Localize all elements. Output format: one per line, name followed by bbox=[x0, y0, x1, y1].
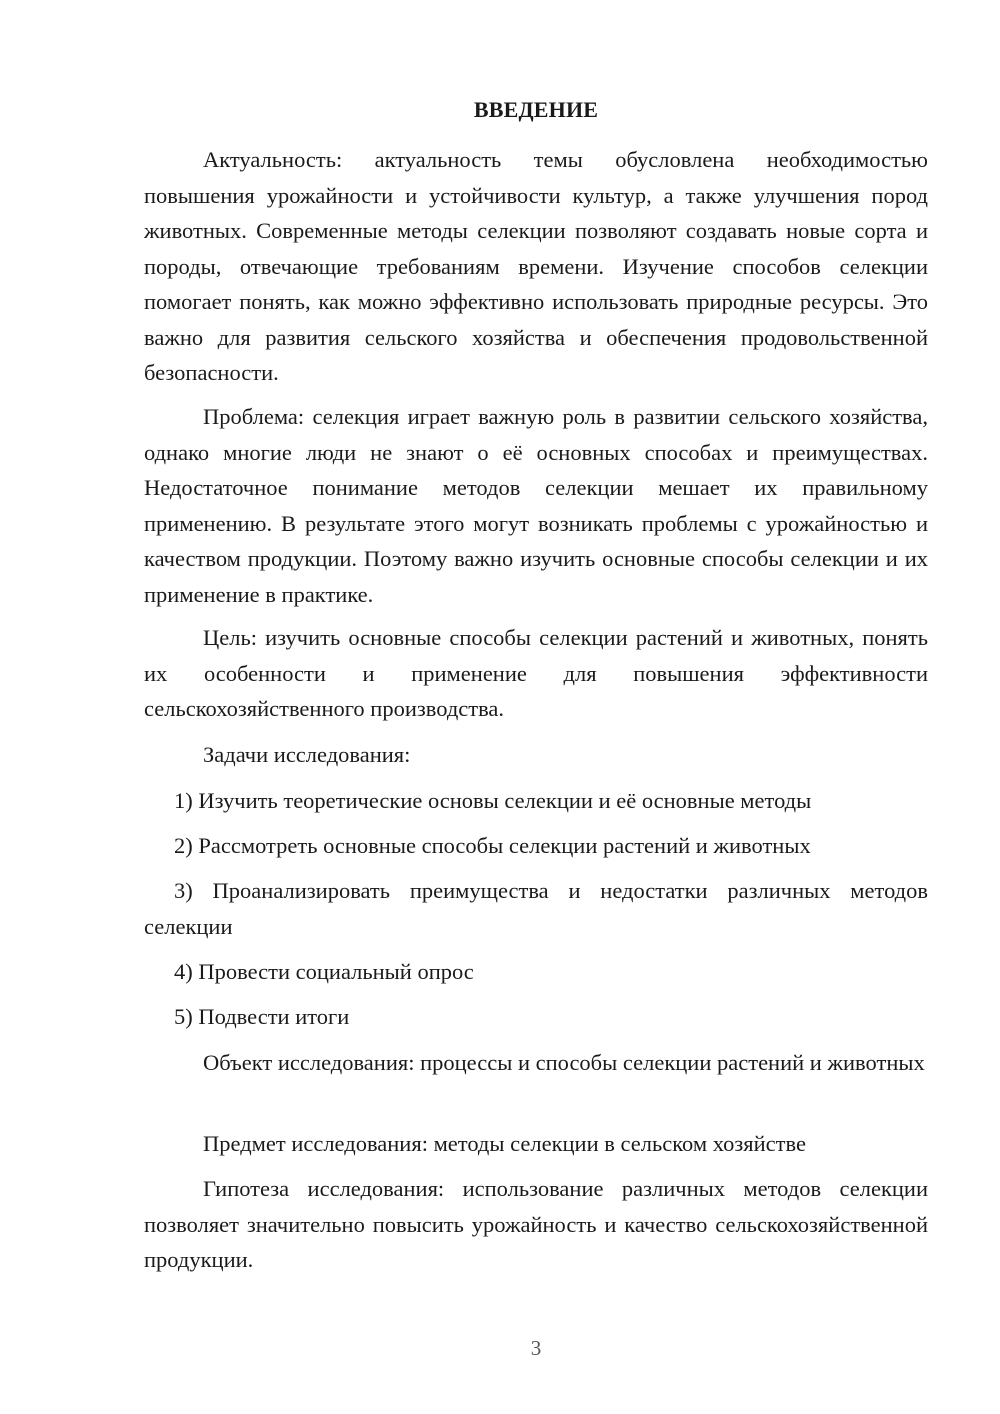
relevance-paragraph: Актуальность: актуальность темы обусловлена необходимостью повышения урожайности и устойчивости культур, а также улучшения пород животных. Современные методы селекции позволяют создавать новые сорта и породы, отвечающие требованиям времени. Изучение способов селекции помогает понять, как можно эффективно использовать природные ресурсы. Это важно для развития сельского хозяйства и обеспечения продовольственной безопасности. bbox=[144, 147, 928, 385]
task-item-5: 5) Подвести итоги bbox=[174, 1004, 350, 1029]
hypothesis-paragraph: Гипотеза исследования: использование различных методов селекции позволяет значительно повысить урожайность и качество сельскохозяйственной продукции. bbox=[144, 1176, 928, 1272]
task-item-4: 4) Провести социальный опрос bbox=[174, 959, 474, 984]
task-item-1: 1) Изучить теоретические основы селекции и её основные методы bbox=[174, 788, 812, 813]
task-item-3: 3) Проанализировать преимущества и недостатки различных методов селекции bbox=[144, 878, 928, 939]
task-item-2: 2) Рассмотреть основные способы селекции растений и животных bbox=[174, 833, 811, 858]
problem-paragraph: Проблема: селекция играет важную роль в развитии сельского хозяйства, однако многие люди не знают о её основных способах и преимуществах. Недостаточное понимание методов селекции мешает их правильному применению. В результате этого могут возникать проблемы с урожайностью и качеством продукции. Поэтому важно изучить основные способы селекции и их применение в практике. bbox=[144, 404, 928, 607]
object-paragraph: Объект исследования: процессы и способы селекции растений и животных bbox=[203, 1050, 925, 1075]
page-number: 3 bbox=[530, 1336, 542, 1360]
goal-paragraph: Цель: изучить основные способы селекции растений и животных, понять их особенности и применение для повышения эффективности сельскохозяйственного производства. bbox=[144, 625, 928, 721]
tasks-heading: Задачи исследования: bbox=[203, 742, 411, 767]
page-title: ВВЕДЕНИЕ bbox=[473, 97, 599, 122]
subject-paragraph: Предмет исследования: методы селекции в сельском хозяйстве bbox=[203, 1131, 806, 1156]
